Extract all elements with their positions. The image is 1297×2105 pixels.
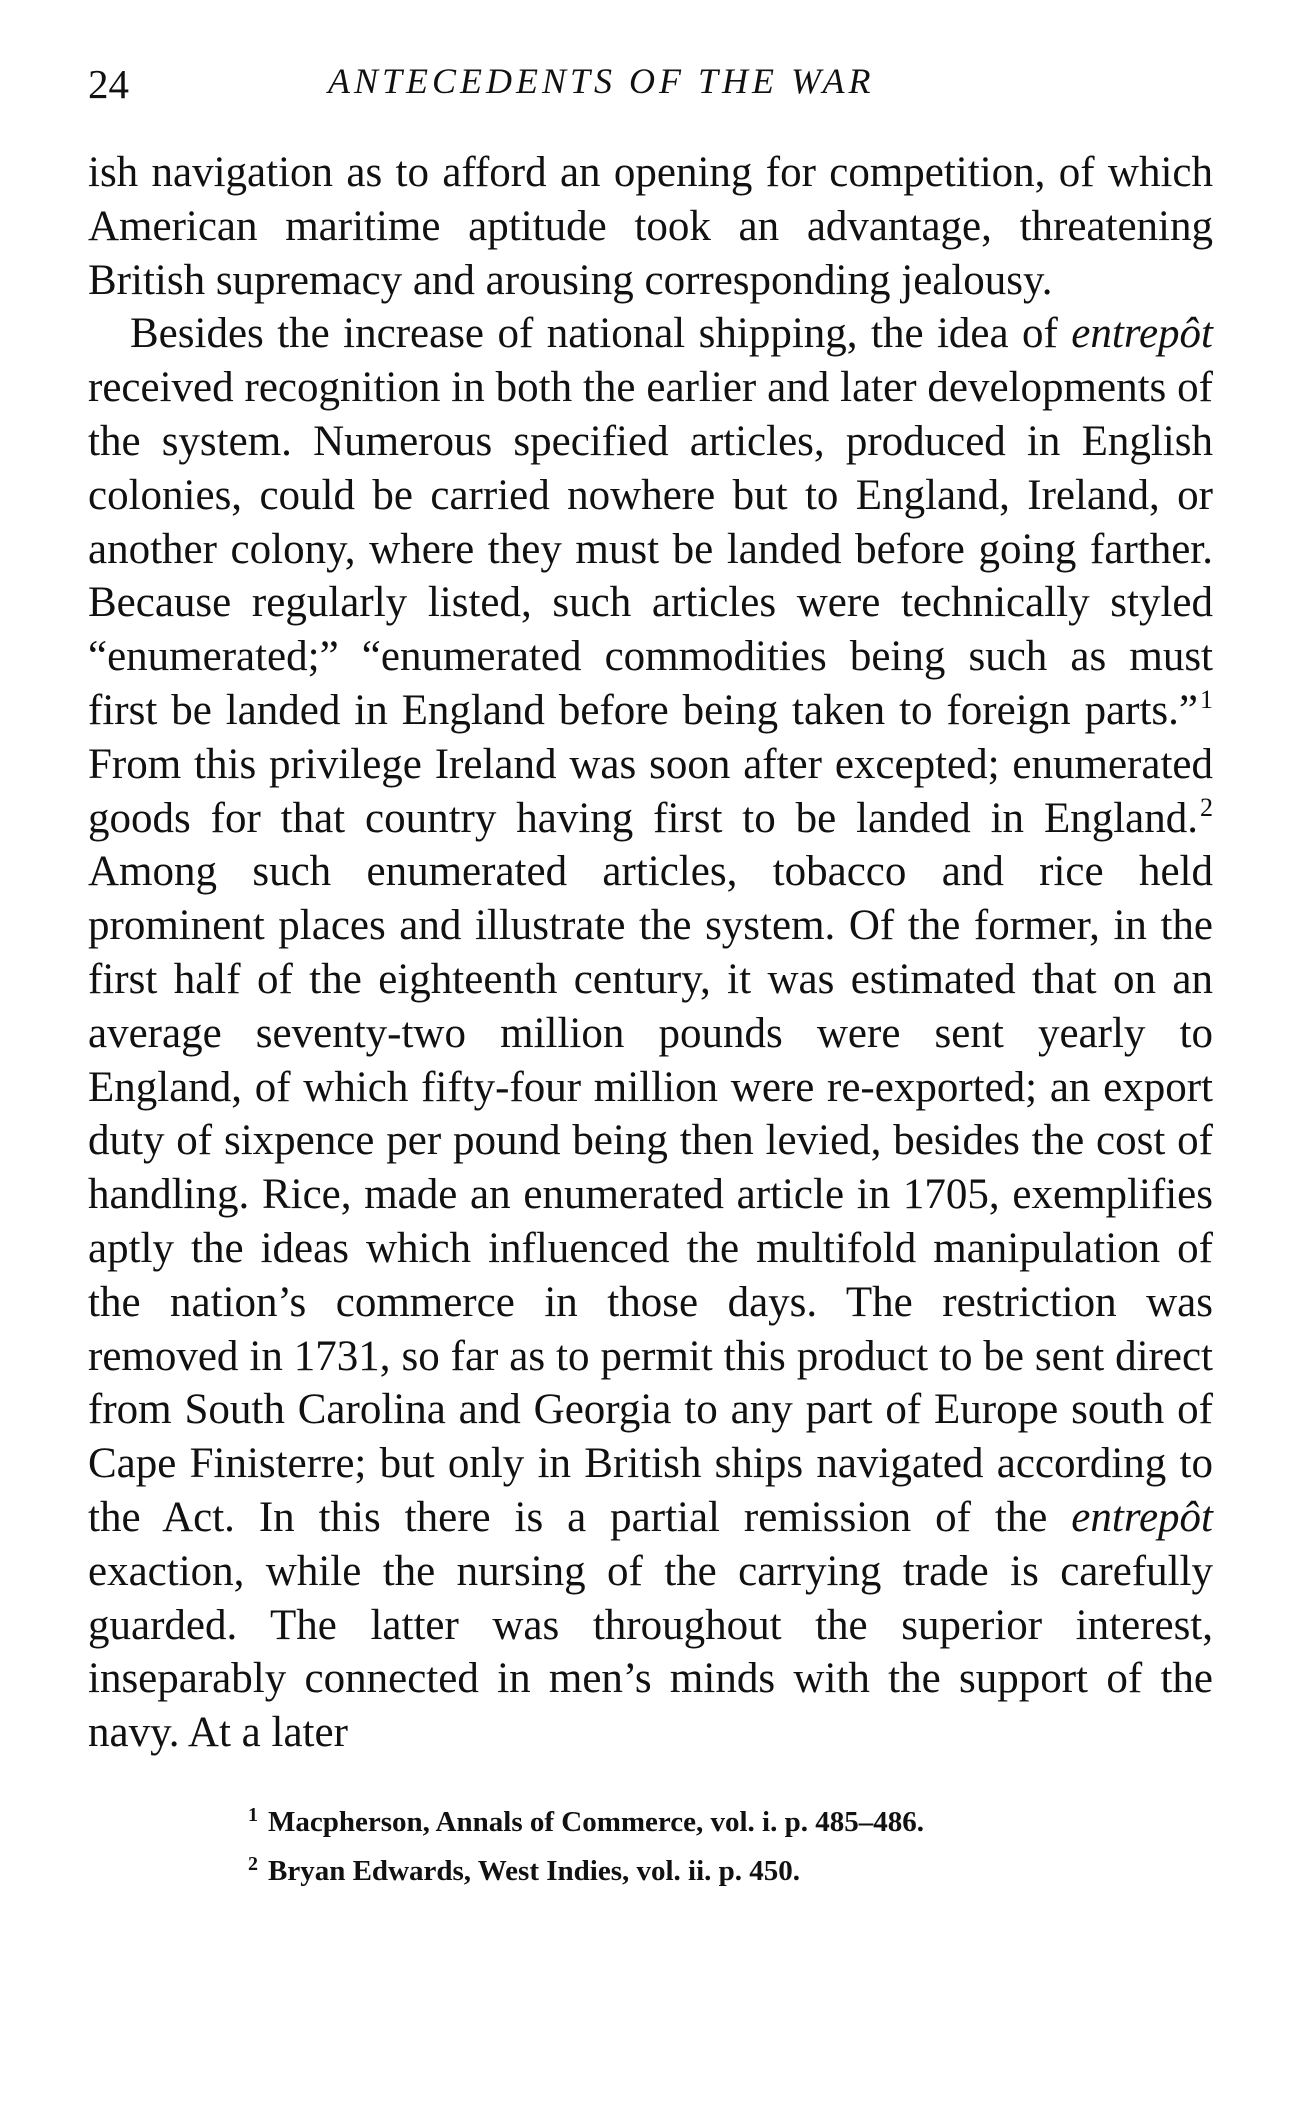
body-text — [88, 146, 1213, 1760]
italic-term: entrepôt — [1071, 310, 1213, 358]
text-segment: Besides the increase of national shipping, the idea of — [130, 310, 1072, 358]
paragraph — [88, 146, 1213, 307]
footnote — [248, 1794, 1213, 1843]
footnote-ref: 1 — [1200, 684, 1213, 714]
italic-term: entrepôt — [1071, 1493, 1213, 1541]
footnote-text: Macpherson, Annals of Commerce, vol. i. p. 485–486. — [268, 1805, 924, 1838]
page-number: 24 — [88, 61, 129, 107]
page-header — [88, 0, 1213, 110]
book-page — [88, 0, 1213, 1892]
footnote-mark: 1 — [248, 1803, 258, 1826]
text-segment: ish navigation as to afford an opening for competition, of which American maritime aptitude took an advantage, threatening British supremacy and arousing corresponding jealousy. — [88, 149, 1213, 304]
footnote-mark: 2 — [248, 1852, 258, 1875]
footnote-text: Bryan Edwards, West Indies, vol. ii. p. 450. — [268, 1854, 801, 1887]
text-segment: From this privilege Ireland was soon after excepted; enumerated goods for that country having first to be landed in England. — [88, 740, 1213, 842]
text-segment: received recognition in both the earlier and later developments of the system. Numerous specified articles, produced in English colonies, could be carried nowhere but to England, Ireland, or another colony, where they must be landed before going farther. Because regularly listed, such articles were technically styled “enumerated;” “enumerated commodities being such as must first be landed in England before being taken to foreign parts.” — [88, 364, 1213, 734]
text-segment: exaction, while the nursing of the carrying trade is carefully guarded. The latter was throughout the superior interest, inseparably connected in men’s minds with the support of the navy. At a later — [88, 1547, 1213, 1757]
footnote — [248, 1843, 1213, 1892]
running-title: ANTECEDENTS OF THE WAR — [328, 61, 875, 101]
text-segment: Among such enumerated articles, tobacco and rice held prominent places and illustrate the system. Of the former, in the first half of the eighteenth century, it was estimated that on an average seventy-two million pounds were sent yearly to England, of which fifty-four million were re-exported; an export duty of sixpence per pound being then levied, besides the cost of handling. Rice, made an enumerated article in 1705, exemplifies aptly the ideas which influenced the multifold manipulation of the nation’s commerce in those days. The restriction was removed in 1731, so far as to permit this product to be sent direct from South Carolina and Georgia to any part of Europe south of Cape Finisterre; but only in British ships navigated according to the Act. In this there is a partial remission of the — [88, 848, 1213, 1541]
footnotes — [248, 1794, 1213, 1892]
footnote-ref: 2 — [1200, 792, 1213, 822]
paragraph — [88, 307, 1213, 1760]
